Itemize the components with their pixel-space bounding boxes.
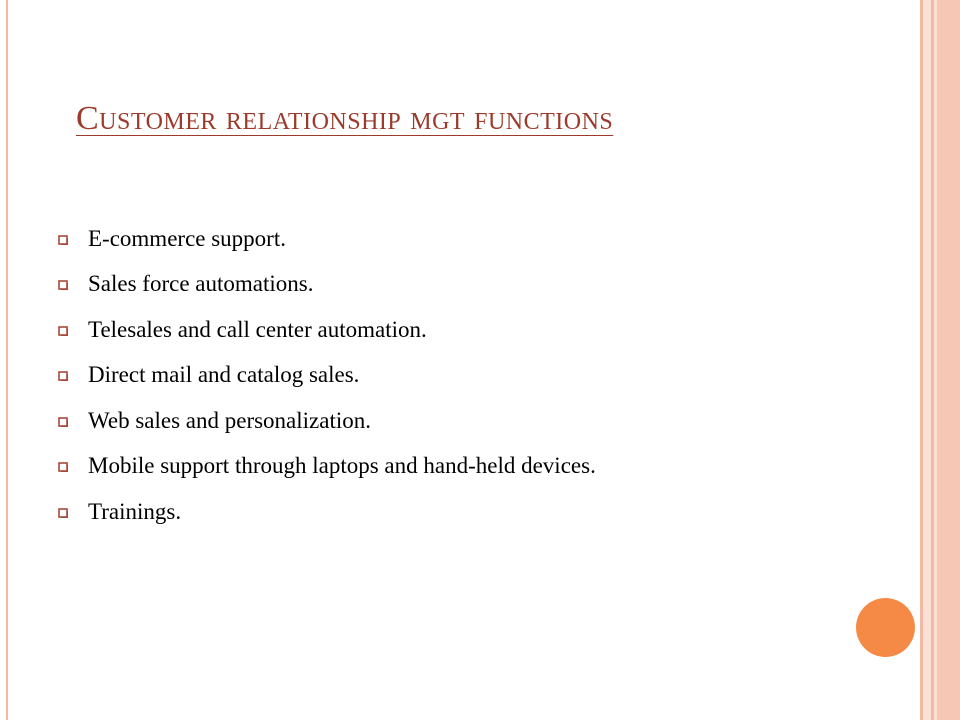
left-border-line xyxy=(6,0,8,720)
list-item xyxy=(58,444,596,490)
hollow-square-bullet-icon xyxy=(58,326,68,336)
hollow-square-bullet-icon xyxy=(58,508,68,518)
list-item xyxy=(58,398,596,444)
hollow-square-bullet-icon xyxy=(58,235,68,245)
bullet-text: Mobile support through laptops and hand-held devices. xyxy=(88,453,596,479)
bullet-text: Trainings. xyxy=(88,498,182,524)
list-item xyxy=(58,353,596,399)
slide-title: Customer relationship mgt functions xyxy=(76,100,614,137)
hollow-square-bullet-icon xyxy=(58,371,68,381)
right-stripe xyxy=(923,0,931,720)
bullet-text: Telesales and call center automation. xyxy=(88,316,427,342)
hollow-square-bullet-icon xyxy=(58,280,68,290)
decorative-circle xyxy=(856,598,915,657)
bullet-text: Web sales and personalization. xyxy=(88,407,371,433)
list-item xyxy=(58,489,596,535)
list-item xyxy=(58,307,596,353)
bullet-text: E-commerce support. xyxy=(88,225,286,251)
bullet-list xyxy=(58,216,596,535)
bullet-text: Sales force automations. xyxy=(88,271,314,297)
right-stripe xyxy=(937,0,960,720)
list-item xyxy=(58,216,596,262)
list-item xyxy=(58,262,596,308)
hollow-square-bullet-icon xyxy=(58,417,68,427)
bullet-text: Direct mail and catalog sales. xyxy=(88,362,360,388)
hollow-square-bullet-icon xyxy=(58,462,68,472)
